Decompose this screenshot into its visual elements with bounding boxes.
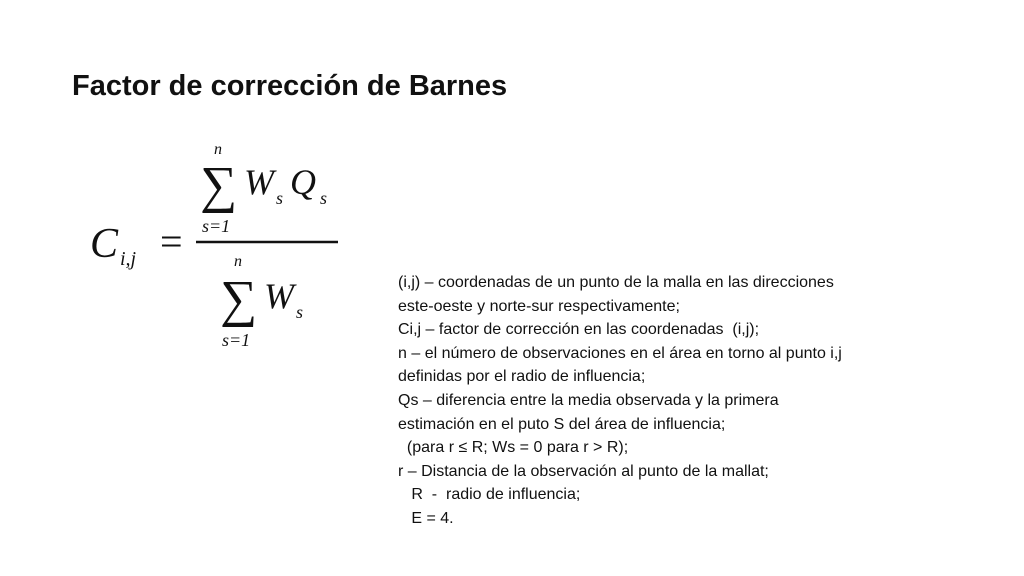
numerator-sum-lower: s=1 <box>202 216 231 236</box>
formula-equals-sign: = <box>160 219 183 264</box>
numerator-sum-symbol: ∑ <box>200 157 238 214</box>
definition-line: Ci,j – factor de corrección en las coordenadas (i,j); <box>398 321 760 339</box>
definition-line: estimación en el puto S del área de influencia; <box>398 415 726 433</box>
definition-line: este-oeste y norte-sur respectivamente; <box>398 297 680 315</box>
definition-line: r – Distancia de la observación al punto de la mallat; <box>398 462 769 480</box>
definitions-block <box>398 271 918 531</box>
definition-line: Qs – diferencia entre la media observada y la primera <box>398 391 779 409</box>
definition-line: definidas por el radio de influencia; <box>398 368 646 386</box>
definition-line: E = 4. <box>398 509 454 527</box>
slide-title: Factor de corrección de Barnes <box>72 70 508 102</box>
numerator-term-q-sub: s <box>320 188 328 208</box>
numerator-term-q: Q <box>290 162 316 202</box>
formula-lhs-symbol: C <box>90 221 119 267</box>
denominator-sum-upper: n <box>234 253 242 270</box>
denominator-term-w-sub: s <box>296 302 304 322</box>
numerator-sum-upper: n <box>214 141 222 158</box>
numerator-term-w-sub: s <box>276 188 284 208</box>
definition-line: (i,j) – coordenadas de un punto de la malla en las direcciones <box>398 274 834 291</box>
definition-line: R - radio de influencia; <box>398 486 581 504</box>
formula-lhs-subscript: i,j <box>120 248 137 270</box>
numerator-term-w: W <box>244 162 274 202</box>
formula-graphic <box>84 136 346 352</box>
barnes-formula <box>84 136 346 352</box>
denominator-sum-symbol: ∑ <box>220 271 258 328</box>
definition-line: (para r ≤ R; Ws = 0 para r > R); <box>398 439 629 457</box>
denominator-sum-lower: s=1 <box>222 330 251 350</box>
definition-line: n – el número de observaciones en el área en torno al punto i,j <box>398 344 842 362</box>
denominator-term-w: W <box>264 276 294 316</box>
